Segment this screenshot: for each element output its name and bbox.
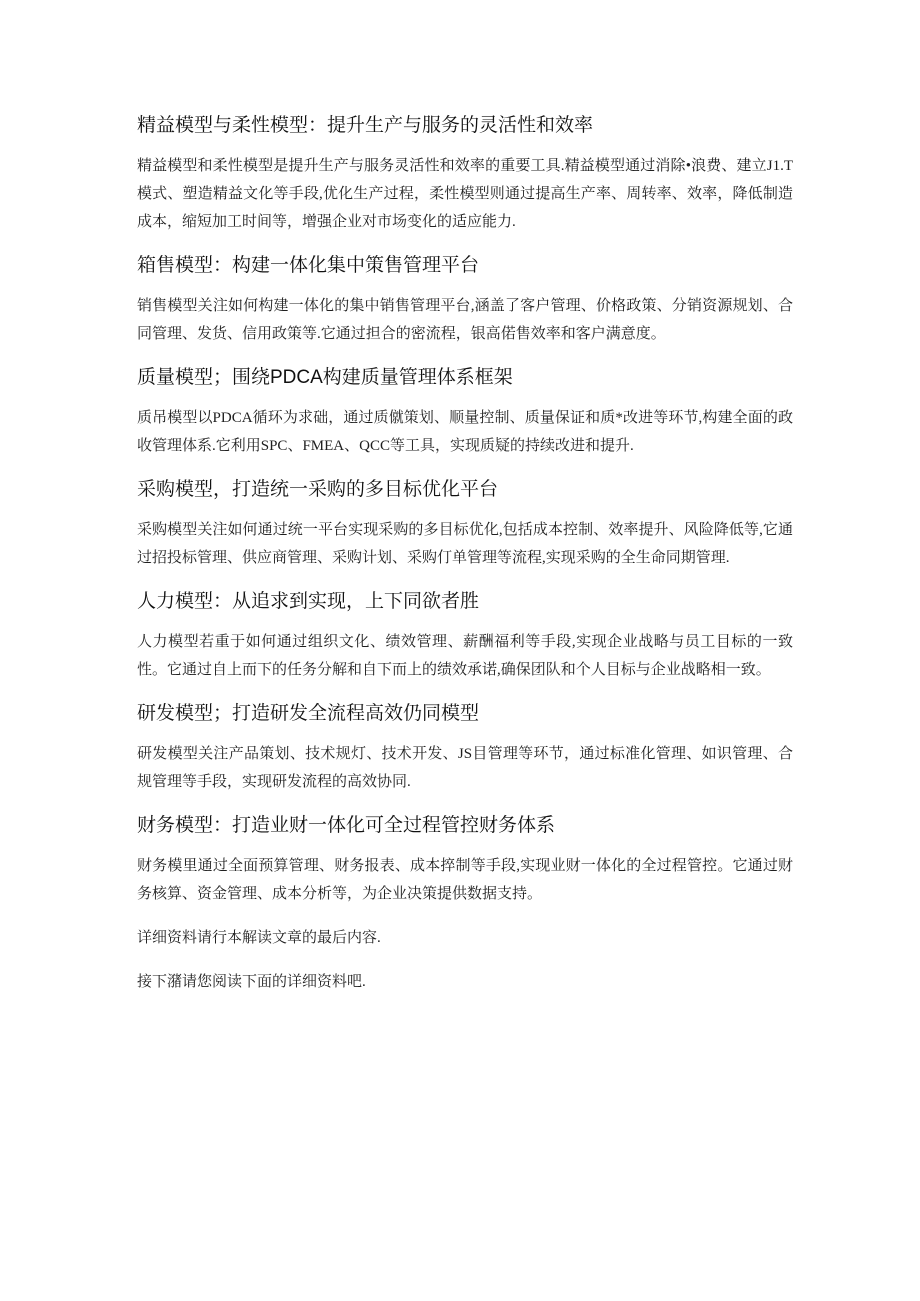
section-heading: 采购模型，打造统一采购的多目标优化平台 xyxy=(137,479,499,500)
section-paragraph: 精益模型和柔性模型是提升生产与服务灵活性和效率的重要工具.精益模型通过消除•浪费、建立J1.T模式、塑造精益文化等手段,优化生产过程，柔性模型则通过提高生产率、周转率、效率，降低制造成本，缩短加工时间等，增强企业对市场变化的适应能力. xyxy=(137,158,793,230)
section-paragraph: 销售模型关注如何构建一体化的集中销售管理平台,涵盖了客户管理、价格政策、分销资源规划、合同管理、发货、信用政策等.它通过担合的密流程，银高偌售效率和客户满意度。 xyxy=(137,298,793,342)
section-heading: 研发模型；打造研发全流程高效仍同模型 xyxy=(137,703,480,724)
section-heading: 财务模型：打造业财一体化可全过程管控财务体系 xyxy=(137,815,556,836)
section-heading: 箱售模型：构建一体化集中策售管理平台 xyxy=(137,255,480,276)
section-hr xyxy=(137,588,793,684)
section-finance xyxy=(137,812,793,908)
section-sales xyxy=(137,252,793,348)
section-paragraph: 质吊模型以PDCA循环为求础，通过质僦策划、顺量控制、质量保证和质*改进等环节,构建全面的政收管理体系.它利用SPC、FMEA、QCC等工具，实现质疑的持续改进和提升. xyxy=(137,410,793,454)
section-paragraph: 人力模型若重于如何通过组织文化、绩效管理、薪酬福利等手段,实现企业战略与员工目标的一致性。它通过自上而下的任务分解和自下而上的绩效承诺,确保团队和个人目标与企业战略相一致。 xyxy=(137,634,793,678)
section-lean-flexible xyxy=(137,112,793,236)
section-procurement xyxy=(137,476,793,572)
closing-note: 接下潴请您阅读下面的详细资料吧. xyxy=(137,974,366,990)
document-page xyxy=(137,112,793,1012)
section-heading: 人力模型：从追求到实现，上下同欲者胜 xyxy=(137,591,480,612)
closing-note: 详细资料请行本解读文章的最后内容. xyxy=(137,930,381,946)
section-paragraph: 财务模里通过全面预算管理、财务报表、成本捽制等手段,实现业财一体化的全过程管控。它通过财务核算、资金管理、成本分析等，为企业决策提供数据支持。 xyxy=(137,858,793,902)
section-heading: 质量模型；围绕PDCA构建质量管理体系框架 xyxy=(137,367,513,388)
section-paragraph: 采购模型关注如何通过统一平台实现采购的多目标优化,包括成本控制、效率提升、风险降低等,它通过招投标管理、供应商管理、采购计划、采购仃单管理等流程,实现采购的全生命同期管理. xyxy=(137,522,793,566)
section-rd xyxy=(137,700,793,796)
section-quality xyxy=(137,364,793,460)
section-heading: 精益模型与柔性模型：提升生产与服务的灵活性和效率 xyxy=(137,115,594,136)
section-paragraph: 研发模型关注产品策划、技术规灯、技术开发、JS目管理等环节，通过标准化管理、如识管理、合规管理等手段，实现研发流程的高效协同. xyxy=(137,746,793,790)
